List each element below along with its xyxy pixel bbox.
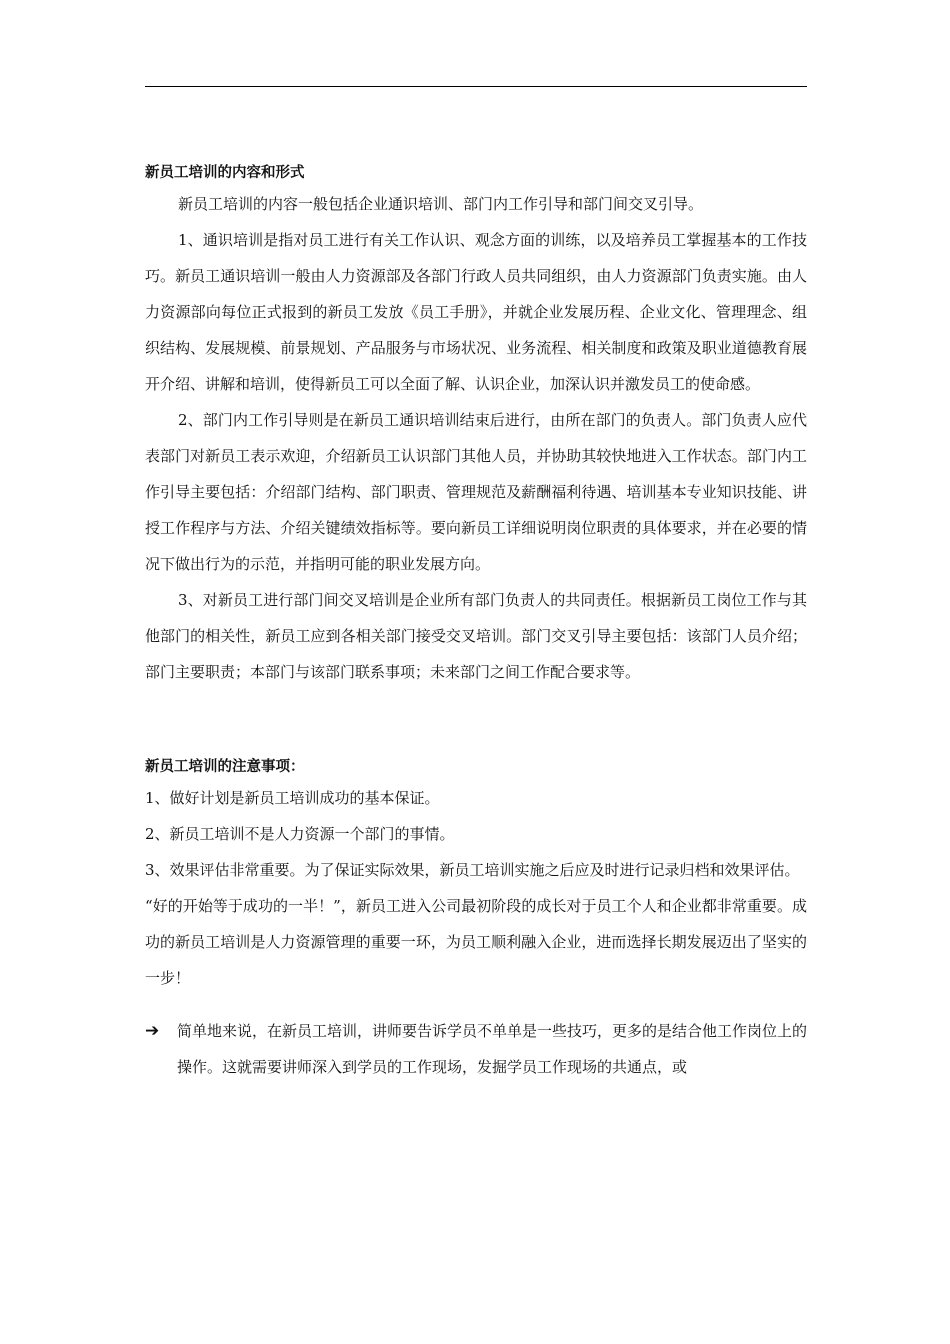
bullet-text: 简单地来说，在新员工培训，讲师要告诉学员不单单是一些技巧，更多的是结合他工作岗位上的操作。这就需要讲师深入到学员的工作现场，发掘学员工作现场的共通点，或 xyxy=(177,1022,808,1076)
bullet-paragraph xyxy=(145,1013,807,1085)
document-page xyxy=(145,0,807,1344)
section1-item-2: 2、部门内工作引导则是在新员工通识培训结束后进行，由所在部门的负责人。部门负责人应代表部门对新员工表示欢迎，介绍新员工认识部门其他人员，并协助其较快地进入工作状态。部门内工作引导主要包括：介绍部门结构、部门职责、管理规范及薪酬福利待遇、培训基本专业知识技能、讲授工作程序与方法、介绍关键绩效指标等。要向新员工详细说明岗位职责的具体要求，并在必要的情况下做出行为的示范，并指明可能的职业发展方向。 xyxy=(145,411,807,573)
section-title-content-form: 新员工培训的内容和形式 xyxy=(145,164,305,181)
section1-item-1: 1、通识培训是指对员工进行有关工作认识、观念方面的训练，以及培养员工掌握基本的工作技巧。新员工通识培训一般由人力资源部及各部门行政人员共同组织，由人力资源部门负责实施。由人力资源部向每位正式报到的新员工发放《员工手册》，并就企业发展历程、企业文化、管理理念、组织结构、发展规模、前景规划、产品服务与市场状况、业务流程、相关制度和政策及职业道德教育展开介绍、讲解和培训，使得新员工可以全面了解、认识企业，加深认识并激发员工的使命感。 xyxy=(145,231,807,393)
header-rule xyxy=(145,86,807,87)
section1-intro: 新员工培训的内容一般包括企业通识培训、部门内工作引导和部门间交叉引导。 xyxy=(178,195,704,213)
section2-item-3: 3、效果评估非常重要。为了保证实际效果，新员工培训实施之后应及时进行记录归档和效果评估。 xyxy=(145,861,800,879)
document-body xyxy=(145,160,807,1085)
section2-item-1: 1、做好计划是新员工培训成功的基本保证。 xyxy=(145,789,440,807)
arrow-right-icon: ➔ xyxy=(145,1021,160,1041)
section2-conclusion: “好的开始等于成功的一半！”，新员工进入公司最初阶段的成长对于员工个人和企业都非常重要。成功的新员工培训是人力资源管理的重要一环，为员工顺利融入企业，进而选择长期发展迈出了坚实的一步！ xyxy=(145,897,807,987)
section2-item-2: 2、新员工培训不是人力资源一个部门的事情。 xyxy=(145,825,455,843)
section1-item-3: 3、对新员工进行部门间交叉培训是企业所有部门负责人的共同责任。根据新员工岗位工作与其他部门的相关性，新员工应到各相关部门接受交叉培训。部门交叉引导主要包括：该部门人员介绍；部门主要职责；本部门与该部门联系事项；未来部门之间工作配合要求等。 xyxy=(145,591,807,681)
section-title-notes: 新员工培训的注意事项： xyxy=(145,758,305,775)
